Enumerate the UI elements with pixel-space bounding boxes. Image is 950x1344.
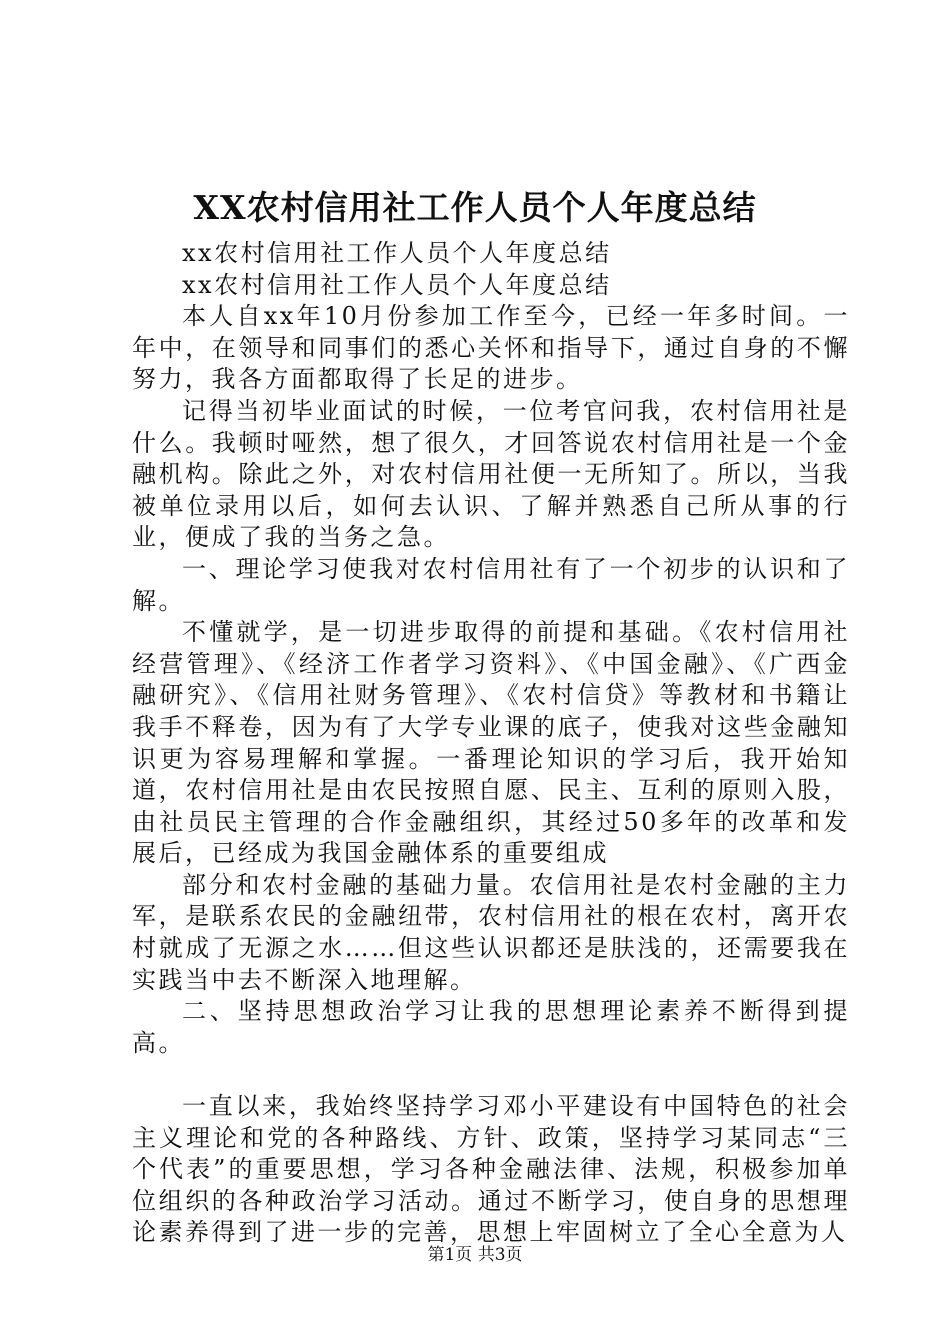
section-heading-2: 二、坚持思想政治学习让我的思想理论素养不断得到提高。 bbox=[132, 997, 850, 1057]
paragraph-intro: 本人自xx年10月份参加工作至今，已经一年多时间。一年中，在领导和同事们的悉心关怀和指导下，通过自身的不懈努力，我各方面都取得了长足的进步。 bbox=[132, 302, 850, 394]
paragraph-theory-study: 不懂就学，是一切进步取得的前提和基础。《农村信用社经营管理》、《经济工作者学习资料》、《中国金融》、《广西金融研究》、《信用社财务管理》、《农村信贷》等教材和书籍让我手不释卷，因为有了大学专业课的底子，使我对这些金融知识更为容易理解和掌握。一番理论知识的学习后，我开始知道，农村信用社是由农民按照自愿、民主、互利的原则入股，由社员民主管理的合作金融组织，其经过50多年的改革和发展后，已经成为我国金融体系的重要组成 bbox=[132, 618, 850, 868]
paragraph-interview-memory: 记得当初毕业面试的时候，一位考官问我，农村信用社是什么。我顿时哑然，想了很久，才回答说农村信用社是一个金融机构。除此之外，对农村信用社便一无所知了。所以，当我被单位录用以后，如何去认识、了解并熟悉自己所从事的行业，便成了我的当务之急。 bbox=[132, 396, 850, 552]
paragraph-subtitle-2: xx农村信用社工作人员个人年度总结 bbox=[182, 270, 612, 299]
paragraph-political-study: 一直以来，我始终坚持学习邓小平建设有中国特色的社会主义理论和党的各种路线、方针、政策，坚持学习某同志“三个代表”的重要思想，学习各种金融法律、法规，积极参加单位组织的各种政治学习活动。通过不断学习，使自身的思想理论素养得到了进一步的完善，思想上牢固树立了全心全意为人 bbox=[132, 1092, 850, 1247]
document-title: XX农村信用社工作人员个人年度总结 bbox=[193, 188, 757, 227]
section-heading-1: 一、理论学习使我对农村信用社有了一个初步的认识和了解。 bbox=[132, 554, 850, 615]
page-number-footer: 第1页 共3页 bbox=[427, 1245, 523, 1265]
paragraph-subtitle-1: xx农村信用社工作人员个人年度总结 bbox=[182, 239, 612, 267]
document-body bbox=[132, 238, 850, 1249]
paragraph-theory-continued: 部分和农村金融的基础力量。农信用社是农村金融的主力军，是联系农民的金融纽带，农村信用社的根在农村，离开农村就成了无源之水……但这些认识都还是肤浅的，还需要我在实践当中去不断深入地理解。 bbox=[132, 870, 850, 994]
